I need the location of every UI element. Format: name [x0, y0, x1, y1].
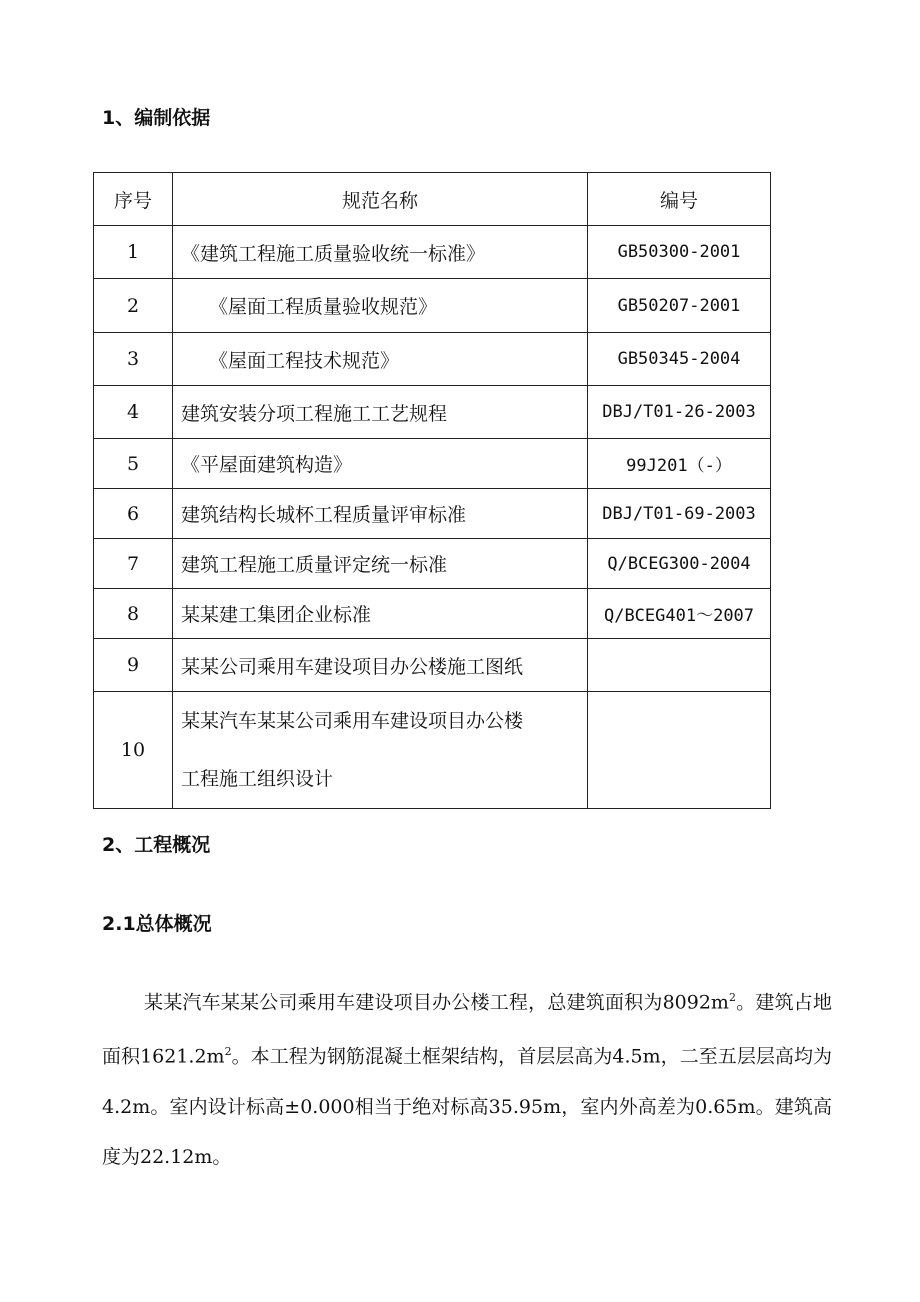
table-row — [94, 333, 771, 386]
subsection-heading-general: 2.1总体概况 — [102, 913, 212, 935]
header-serial-number: 序号 — [94, 173, 173, 226]
paragraph-text-2: 。建筑占地面积1621.2m — [102, 991, 832, 1068]
row-code: DBJ/T01-26-2003 — [588, 386, 771, 439]
row-standard-name: 建筑结构长城杯工程质量评审标准 — [173, 489, 588, 539]
row-number: 9 — [94, 639, 173, 692]
row-number: 2 — [94, 279, 173, 333]
row-standard-name: 建筑工程施工质量评定统一标准 — [173, 539, 588, 589]
paragraph-text-1: 某某汽车某某公司乘用车建设项目办公楼工程，总建筑面积为8092m — [144, 991, 729, 1014]
row-code: GB50207-2001 — [588, 279, 771, 333]
row-standard-name: 建筑安装分项工程施工工艺规程 — [173, 386, 588, 439]
row-code: DBJ/T01-69-2003 — [588, 489, 771, 539]
row-standard-name-line2: 工程施工组织设计 — [181, 768, 334, 790]
table-row — [94, 279, 771, 333]
row-code: Q/BCEG401～2007 — [588, 589, 771, 639]
row-standard-name: 某某建工集团企业标准 — [173, 589, 588, 639]
row-number: 8 — [94, 589, 173, 639]
overview-paragraph — [102, 973, 832, 1182]
table-row — [94, 539, 771, 589]
row-standard-name: 《建筑工程施工质量验收统一标准》 — [173, 226, 588, 279]
row-number: 4 — [94, 386, 173, 439]
row-code: GB50345-2004 — [588, 333, 771, 386]
row-standard-name-line1: 某某汽车某某公司乘用车建设项目办公楼 — [181, 710, 524, 732]
header-code: 编号 — [588, 173, 771, 226]
table-row — [94, 639, 771, 692]
table-row — [94, 489, 771, 539]
section-heading-overview: 2、工程概况 — [102, 834, 211, 856]
table-header-row — [94, 173, 771, 226]
row-code: Q/BCEG300-2004 — [588, 539, 771, 589]
row-standard-name: 《屋面工程质量验收规范》 — [173, 279, 588, 333]
table-row — [94, 439, 771, 489]
table-row — [94, 386, 771, 439]
row-code: GB50300-2001 — [588, 226, 771, 279]
table-row — [94, 226, 771, 279]
row-standard-name — [173, 692, 588, 809]
standards-table — [93, 172, 771, 809]
paragraph-text-3: 。本工程为钢筋混凝土框架结构，首层层高为4.5m，二至五层层高均为4.2m。室内设计标高±0.000相当于绝对标高35.95m，室内外高差为0.65m。建筑高度为22.12m。 — [102, 1045, 832, 1168]
row-standard-name: 《平屋面建筑构造》 — [173, 439, 588, 489]
row-standard-name: 某某公司乘用车建设项目办公楼施工图纸 — [173, 639, 588, 692]
row-standard-name: 《屋面工程技术规范》 — [173, 333, 588, 386]
section-heading-basis: 1、编制依据 — [102, 107, 211, 129]
row-number: 10 — [94, 692, 173, 809]
row-number: 3 — [94, 333, 173, 386]
row-code — [588, 639, 771, 692]
table-row — [94, 692, 771, 809]
row-number: 1 — [94, 226, 173, 279]
row-code — [588, 692, 771, 809]
row-number: 6 — [94, 489, 173, 539]
area-unit-superscript: 2 — [728, 991, 736, 1004]
row-code: 99J201（-） — [588, 439, 771, 489]
table-row — [94, 589, 771, 639]
header-standard-name: 规范名称 — [173, 173, 588, 226]
area-unit-superscript: 2 — [224, 1045, 232, 1059]
row-number: 7 — [94, 539, 173, 589]
row-number: 5 — [94, 439, 173, 489]
